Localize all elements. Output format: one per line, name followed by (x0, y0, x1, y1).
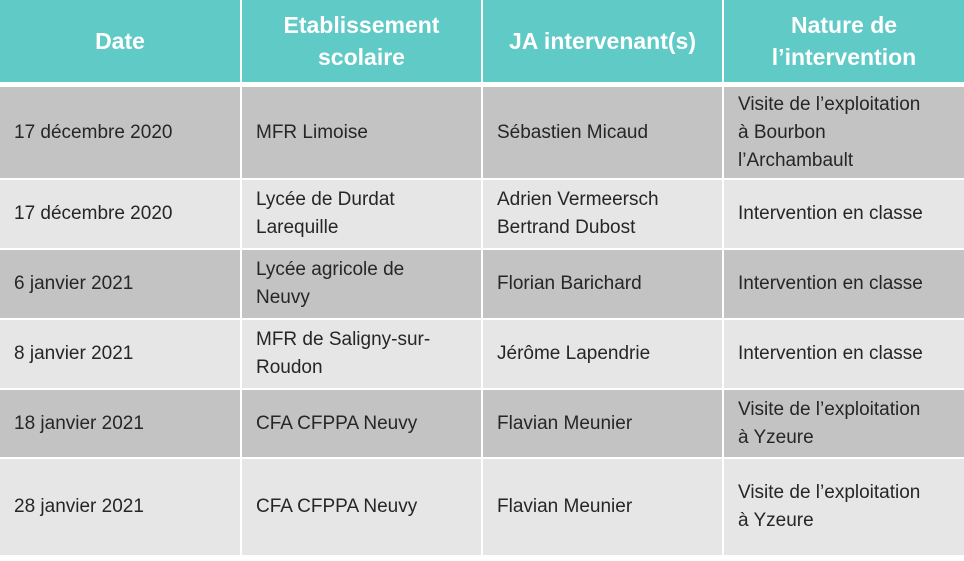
cell-date (0, 85, 241, 180)
table-row (0, 319, 964, 389)
cell-ja (482, 389, 723, 458)
cell-line: 17 décembre 2020 (14, 121, 173, 143)
cell-line: Visite de l’exploitation (738, 398, 921, 420)
table-row (0, 179, 964, 249)
cell-nature (723, 249, 964, 319)
cell-line: 18 janvier 2021 (14, 412, 144, 434)
header-nature (723, 0, 964, 85)
cell-etablissement (241, 179, 482, 249)
cell-line: à Bourbon (738, 121, 826, 143)
cell-ja (482, 458, 723, 556)
header-ja (482, 0, 723, 85)
header-line: JA intervenant(s) (508, 28, 697, 54)
header-line: scolaire (318, 44, 405, 70)
cell-nature (723, 85, 964, 180)
cell-date (0, 179, 241, 249)
table-row (0, 389, 964, 458)
cell-line: Florian Barichard (497, 273, 642, 294)
cell-line: Jérôme Lapendrie (497, 343, 651, 364)
cell-line: Roudon (256, 357, 323, 378)
table-header-row (0, 0, 964, 85)
cell-line: Visite de l’exploitation (738, 482, 921, 503)
cell-etablissement (241, 389, 482, 458)
header-line: Nature de (790, 12, 898, 38)
cell-nature (723, 458, 964, 556)
cell-date (0, 389, 241, 458)
cell-line: 28 janvier 2021 (14, 496, 144, 517)
cell-line: 17 décembre 2020 (14, 203, 173, 224)
cell-line: Visite de l’exploitation (738, 93, 921, 115)
cell-line: MFR de Saligny-sur- (256, 329, 431, 350)
cell-line: Intervention en classe (738, 343, 923, 364)
cell-line: à Yzeure (738, 426, 814, 448)
cell-ja (482, 85, 723, 180)
cell-etablissement (241, 319, 482, 389)
cell-line: Neuvy (256, 287, 310, 308)
cell-ja (482, 179, 723, 249)
cell-date (0, 249, 241, 319)
cell-ja (482, 319, 723, 389)
cell-line: Larequille (256, 217, 339, 238)
cell-date (0, 319, 241, 389)
table-row (0, 249, 964, 319)
cell-line: Lycée de Durdat (256, 189, 395, 210)
cell-line: Adrien Vermeersch (497, 189, 659, 210)
cell-line: Lycée agricole de (256, 259, 405, 280)
cell-nature (723, 389, 964, 458)
cell-line: Flavian Meunier (497, 412, 633, 434)
header-line: l’intervention (771, 44, 917, 70)
cell-ja (482, 249, 723, 319)
cell-etablissement (241, 458, 482, 556)
table-row (0, 85, 964, 180)
cell-line: 6 janvier 2021 (14, 273, 134, 294)
cell-line: CFA CFPPA Neuvy (256, 496, 418, 517)
cell-line: l’Archambault (738, 149, 854, 171)
cell-etablissement (241, 85, 482, 180)
header-line: Date (95, 28, 145, 54)
cell-line: 8 janvier 2021 (14, 343, 134, 364)
cell-line: CFA CFPPA Neuvy (256, 412, 418, 434)
cell-nature (723, 179, 964, 249)
cell-line: Intervention en classe (738, 203, 923, 224)
cell-line: Bertrand Dubost (497, 217, 636, 238)
cell-line: Intervention en classe (738, 273, 923, 294)
header-line: Etablissement (283, 12, 440, 38)
table-row (0, 458, 964, 556)
header-etablissement (241, 0, 482, 85)
cell-line: Sébastien Micaud (497, 121, 649, 143)
cell-line: Flavian Meunier (497, 496, 633, 517)
header-date (0, 0, 241, 85)
cell-etablissement (241, 249, 482, 319)
cell-line: à Yzeure (738, 510, 814, 531)
cell-date (0, 458, 241, 556)
cell-line: MFR Limoise (256, 121, 368, 143)
cell-nature (723, 319, 964, 389)
